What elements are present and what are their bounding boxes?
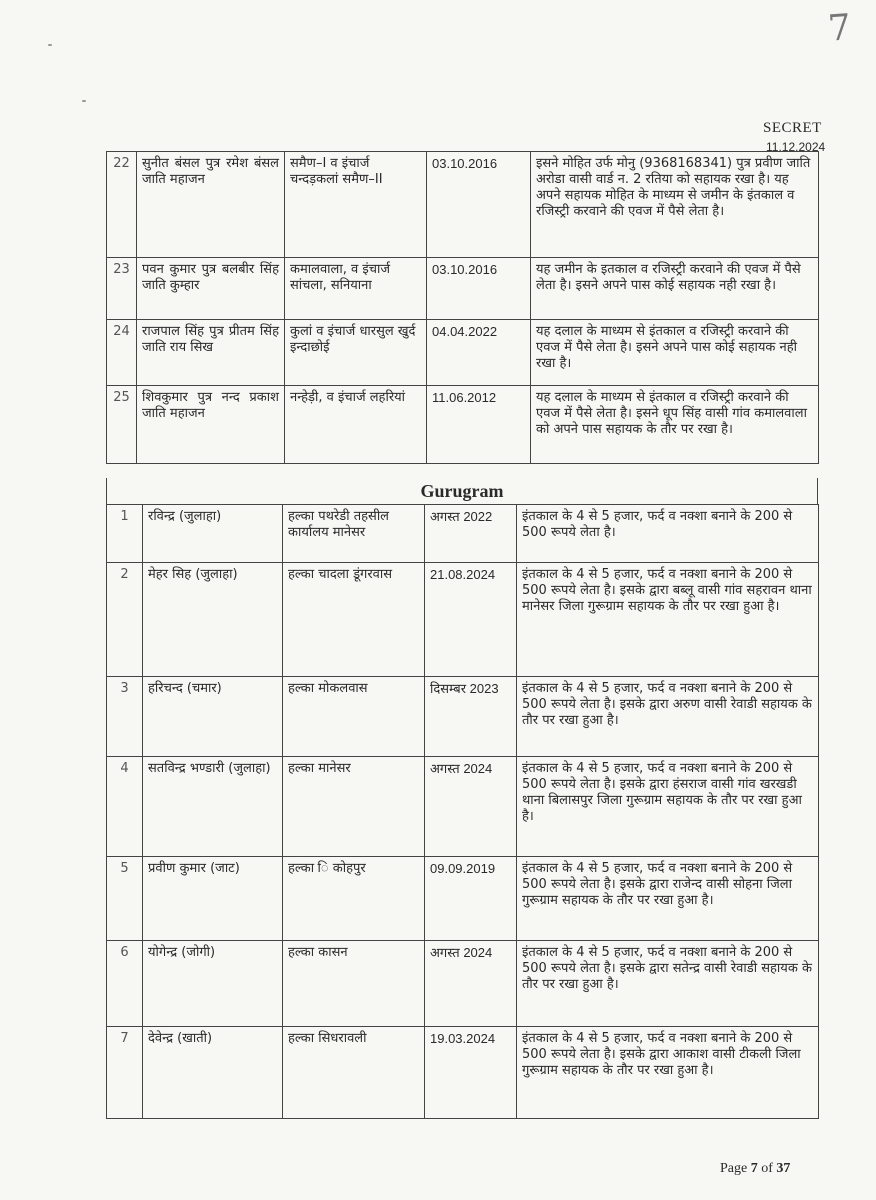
posting-date: 09.09.2019 [425, 857, 517, 941]
posting-date: 03.10.2016 [427, 152, 531, 258]
posting-date: अगस्त 2024 [425, 757, 517, 857]
posting-place: नन्हेड़ी, व इंचार्ज लहरियां [285, 386, 427, 464]
remarks: इसने मोहित उर्फ मोनु (9368168341) पुत्र प्रवीण जाति अरोडा वासी वार्ड न. 2 रतिया को सहायक रखा है। यह अपने सहायक मोहित के माध्यम से जमीन के इंतकाल व रजिस्ट्री करवाने की एवज में पैसे लेता है। [531, 152, 819, 258]
serial-number: 2 [107, 563, 143, 677]
table-row [107, 320, 819, 386]
posting-place: हल्का चादला डूंगरवास [283, 563, 425, 677]
official-name: पवन कुमार पुत्र बलबीर सिंह जाति कुम्हार [137, 258, 285, 320]
classification-label: SECRET [763, 120, 822, 136]
posting-place: हल्का ि कोहपुर [283, 857, 425, 941]
posting-date: दिसम्बर 2023 [425, 677, 517, 757]
serial-number: 6 [107, 941, 143, 1027]
page-of: of [761, 1161, 773, 1176]
official-name: राजपाल सिंह पुत्र प्रीतम सिंह जाति राय सिख [137, 320, 285, 386]
table-row [107, 563, 819, 677]
table-row [107, 386, 819, 464]
official-name: हरिचन्द (चमार) [143, 677, 283, 757]
official-name: सतविन्द्र भण्डारी (जुलाहा) [143, 757, 283, 857]
serial-number: 7 [107, 1027, 143, 1119]
serial-number: 23 [107, 258, 137, 320]
remarks: इंतकाल के 4 से 5 हजार, फर्द व नक्शा बनाने के 200 से 500 रूपये लेता है। इसके द्वारा राजेन्द वासी सोहना जिला गुरूग्राम सहायक के तौर पर रखा हुआ है। [517, 857, 819, 941]
official-name: देवेन्द्र (खाती) [143, 1027, 283, 1119]
scan-speck [48, 44, 52, 46]
posting-date: अगस्त 2022 [425, 505, 517, 563]
table-row [107, 757, 819, 857]
posting-date: 03.10.2016 [427, 258, 531, 320]
table-row [107, 505, 819, 563]
remarks: इंतकाल के 4 से 5 हजार, फर्द व नक्शा बनाने के 200 से 500 रूपये लेता है। इसके द्वारा बब्लू वासी गांव सहरावन थाना मानेसर जिला गुरूग्राम सहायक के तौर पर रखा हुआ है। [517, 563, 819, 677]
posting-place: हल्का कासन [283, 941, 425, 1027]
posting-date: 21.08.2024 [425, 563, 517, 677]
page-total: 37 [776, 1161, 791, 1176]
posting-date: अगस्त 2024 [425, 941, 517, 1027]
remarks: यह जमीन के इतकाल व रजिस्ट्री करवाने की एवज में पैसे लेता है। इसने अपने पास कोई सहायक नही रखा है। [531, 258, 819, 320]
serial-number: 5 [107, 857, 143, 941]
table-row [107, 258, 819, 320]
official-name: योगेन्द्र (जोगी) [143, 941, 283, 1027]
official-name: रविन्द्र (जुलाहा) [143, 505, 283, 563]
posting-date: 19.03.2024 [425, 1027, 517, 1119]
serial-number: 3 [107, 677, 143, 757]
remarks: यह दलाल के माध्यम से इंतकाल व रजिस्ट्री करवाने की एवज में पैसे लेता है। इसने धूप सिंह वासी गांव कमालवाला को अपने पास सहायक के तौर पर रखा है। [531, 386, 819, 464]
posting-place: हल्का पथरेडी तहसील कार्यालय मानेसर [283, 505, 425, 563]
document-date: 11.12.2024 [766, 140, 826, 154]
posting-place: हल्का सिधरावली [283, 1027, 425, 1119]
serial-number: 22 [107, 152, 137, 258]
posting-place: हल्का मानेसर [283, 757, 425, 857]
gurugram-officials-table [106, 504, 819, 1119]
posting-place: कमालवाला, व इंचार्ज सांचला, सनियाना [285, 258, 427, 320]
posting-place: हल्का मोकलवास [283, 677, 425, 757]
remarks: इंतकाल के 4 से 5 हजार, फर्द व नक्शा बनाने के 200 से 500 रूपये लेता है। इसके द्वारा अरुण वासी रेवाडी सहायक के तौर पर रखा हुआ है। [517, 677, 819, 757]
official-name: मेहर सिह (जुलाहा) [143, 563, 283, 677]
serial-number: 25 [107, 386, 137, 464]
serial-number: 1 [107, 505, 143, 563]
page-label: Page [720, 1161, 748, 1176]
table-row [107, 677, 819, 757]
official-name: प्रवीण कुमार (जाट) [143, 857, 283, 941]
remarks: इंतकाल के 4 से 5 हजार, फर्द व नक्शा बनाने के 200 से 500 रूपये लेता है। इसके द्वारा हंसराज वासी गांव खरखडी थाना बिलासपुर जिला गुरूग्राम सहायक के तौर पर रखा हुआ है। [517, 757, 819, 857]
page-number [720, 1161, 790, 1177]
serial-number: 24 [107, 320, 137, 386]
official-name: शिवकुमार पुत्र नन्द प्रकाश जाति महाजन [137, 386, 285, 464]
table-row [107, 152, 819, 258]
remarks: इंतकाल के 4 से 5 हजार, फर्द व नक्शा बनाने के 200 से 500 रूपये लेता है। इसके द्वारा आकाश वासी टीकली जिला गुरूग्राम सहायक के तौर पर रखा हुआ है। [517, 1027, 819, 1119]
posting-date: 11.06.2012 [427, 386, 531, 464]
official-name: सुनीत बंसल पुत्र रमेश बंसल जाति महाजन [137, 152, 285, 258]
handwritten-page-number: 7 [826, 7, 853, 50]
remarks: इंतकाल के 4 से 5 हजार, फर्द व नक्शा बनाने के 200 से 500 रूपये लेता है। [517, 505, 819, 563]
scan-speck [82, 100, 86, 102]
posting-place: कुलां व इंचार्ज धारसुल खुर्द इन्दाछोई [285, 320, 427, 386]
posting-date: 04.04.2022 [427, 320, 531, 386]
officials-table-continued [106, 151, 819, 464]
remarks: यह दलाल के माध्यम से इंतकाल व रजिस्ट्री करवाने की एवज में पैसे लेता है। इसने अपने पास कोई सहायक नही रखा है। [531, 320, 819, 386]
table-row [107, 941, 819, 1027]
table-row [107, 857, 819, 941]
table-row [107, 1027, 819, 1119]
serial-number: 4 [107, 757, 143, 857]
posting-place: समैण–I व इंचार्ज चन्दड़कलां समैण–II [285, 152, 427, 258]
page-current: 7 [750, 1161, 758, 1176]
section-heading: Gurugram [106, 478, 818, 505]
remarks: इंतकाल के 4 से 5 हजार, फर्द व नक्शा बनाने के 200 से 500 रूपये लेता है। इसके द्वारा सतेन्द्र वासी रेवाडी सहायक के तौर पर रखा हुआ है। [517, 941, 819, 1027]
